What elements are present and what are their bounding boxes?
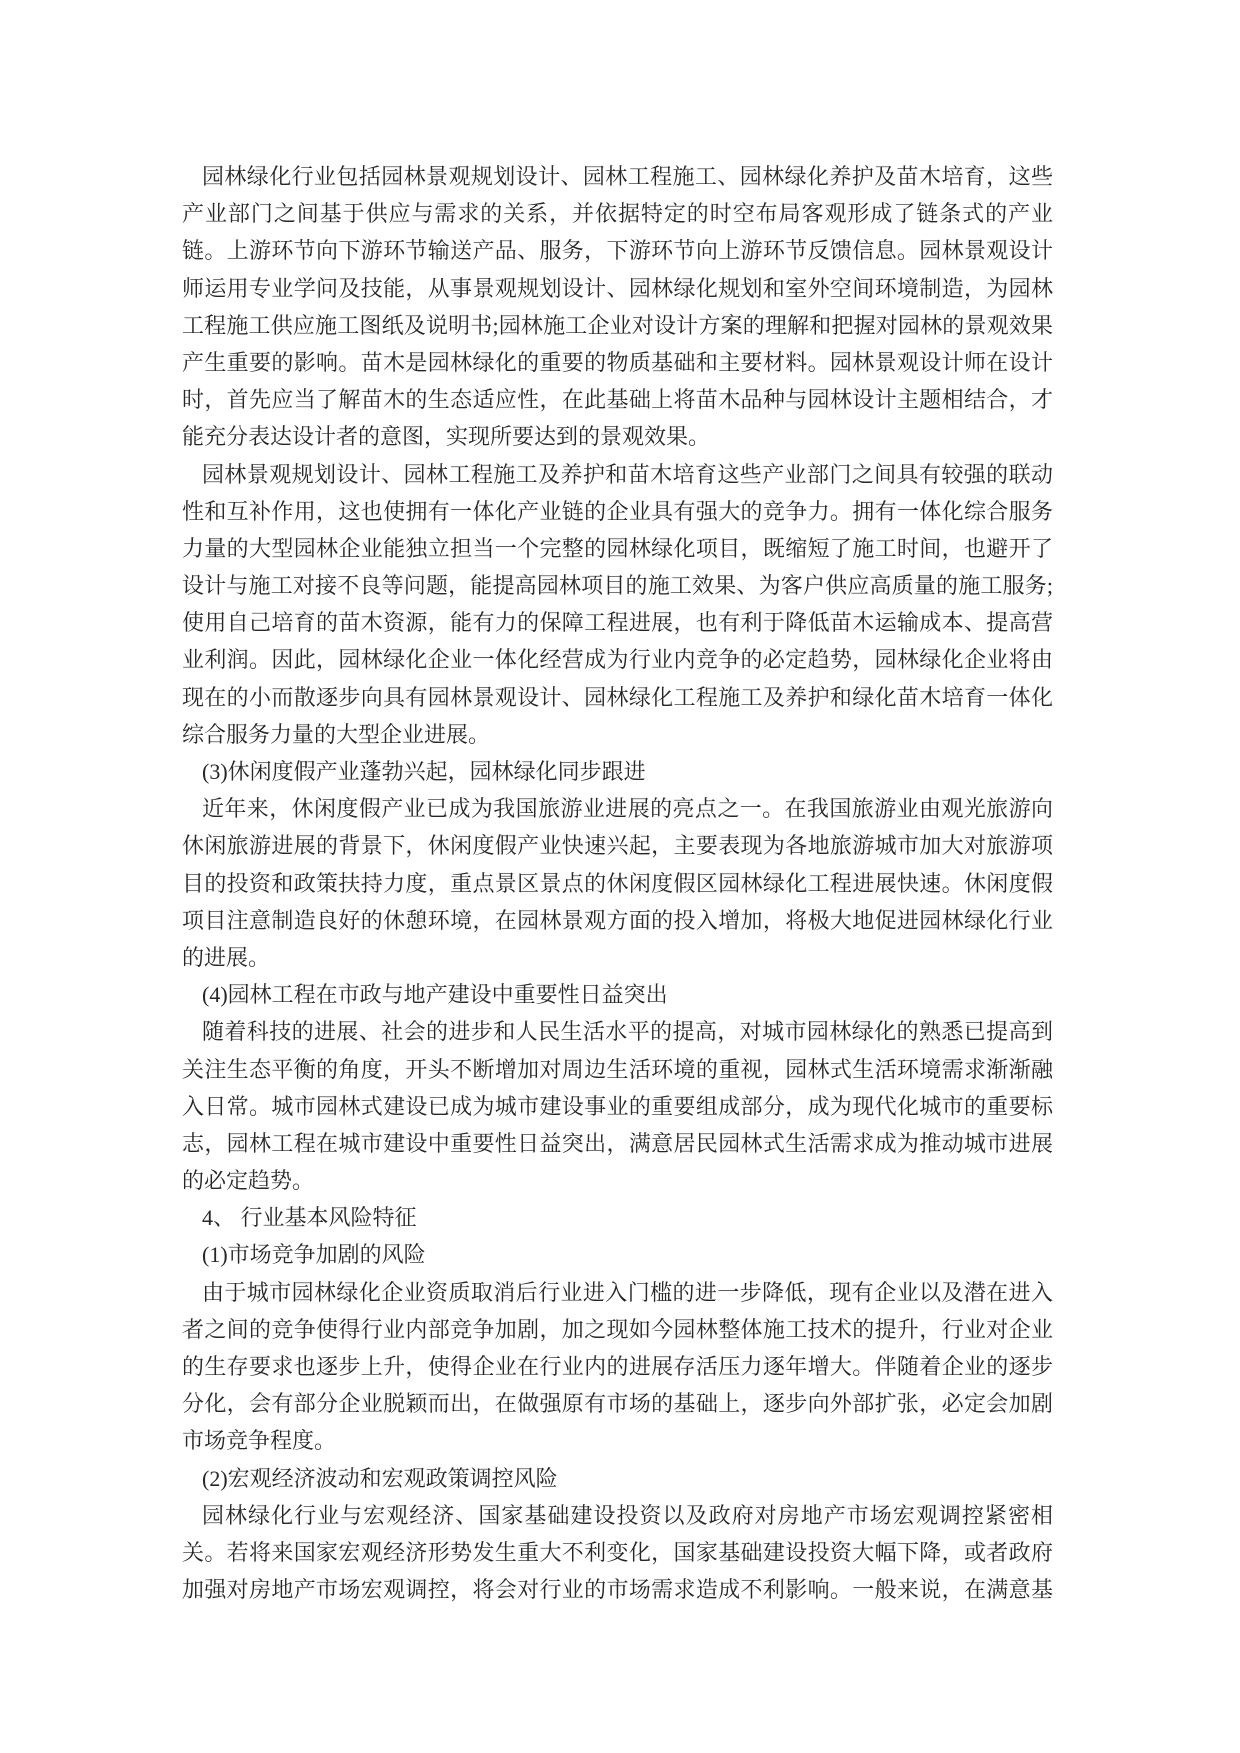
text-line: (3)休闲度假产业蓬勃兴起，园林绿化同步跟进 (202, 759, 646, 784)
text-line: 休闲旅游进展的背景下，休闲度假产业快速兴起，主要表现为各地旅游城市加大对旅游项 (182, 833, 1053, 859)
text-line: 目的投资和政策扶持力度，重点景区景点的休闲度假区园林绿化工程进展快速。休闲度假 (182, 870, 1053, 896)
text-line: 产业部门之间基于供应与需求的关系，并依据特定的时空布局客观形成了链条式的产业 (182, 201, 1053, 227)
text-line: 近年来，休闲度假产业已成为我国旅游业进展的亮点之一。在我国旅游业由观光旅游向 (202, 796, 1053, 822)
text-line: 关。若将来国家宏观经济形势发生重大不利变化，国家基础建设投资大幅下降，或者政府 (182, 1539, 1053, 1565)
text-line: (1)市场竞争加剧的风险 (202, 1242, 426, 1268)
text-line: 4、 行业基本风险特征 (202, 1205, 417, 1231)
text-line: 园林景观规划设计、园林工程施工及养护和苗木培育这些产业部门之间具有较强的联动 (202, 461, 1053, 487)
text-line: 项目注意制造良好的休憩环境，在园林景观方面的投入增加，将极大地促进园林绿化行业 (182, 907, 1053, 933)
text-line: 能充分表达设计者的意图，实现所要达到的景观效果。 (182, 424, 711, 450)
text-line: 使用自己培育的苗木资源，能有力的保障工程进展，也有利于降低苗木运输成本、提高营 (182, 610, 1053, 636)
text-line: 工程施工供应施工图纸及说明书;园林施工企业对设计方案的理解和把握对园林的景观效果 (182, 312, 1053, 338)
text-line: (2)宏观经济波动和宏观政策调控风险 (202, 1465, 558, 1491)
text-line: 者之间的竞争使得行业内部竞争加剧，加之现如今园林整体施工技术的提升，行业对企业 (182, 1316, 1053, 1342)
text-line: 的必定趋势。 (182, 1168, 315, 1194)
text-line: 随着科技的进展、社会的进步和人民生活水平的提高，对城市园林绿化的熟悉已提高到 (202, 1019, 1053, 1045)
text-line: 链。上游环节向下游环节输送产品、服务，下游环节向上游环节反馈信息。园林景观设计 (182, 238, 1053, 264)
text-line: 综合服务力量的大型企业进展。 (182, 721, 491, 747)
document-body (182, 158, 1053, 1608)
text-line: 市场竞争程度。 (182, 1428, 337, 1454)
text-line: 加强对房地产市场宏观调控，将会对行业的市场需求造成不利影响。一般来说，在满意基 (182, 1577, 1053, 1603)
text-line: 由于城市园林绿化企业资质取消后行业进入门槛的进一步降低，现有企业以及潜在进入 (202, 1279, 1053, 1305)
text-line: 产生重要的影响。苗木是园林绿化的重要的物质基础和主要材料。园林景观设计师在设计 (182, 349, 1053, 375)
text-line: 业利润。因此，园林绿化企业一体化经营成为行业内竞争的必定趋势，园林绿化企业将由 (182, 647, 1053, 673)
text-line: 志，园林工程在城市建设中重要性日益突出，满意居民园林式生活需求成为推动城市进展 (182, 1130, 1053, 1156)
text-line: 时，首先应当了解苗木的生态适应性，在此基础上将苗木品种与园林设计主题相结合，才 (182, 387, 1053, 413)
text-line: (4)园林工程在市政与地产建设中重要性日益突出 (202, 982, 668, 1008)
text-line: 分化，会有部分企业脱颖而出，在做强原有市场的基础上，逐步向外部扩张，必定会加剧 (182, 1391, 1053, 1417)
text-line: 关注生态平衡的角度，开头不断增加对周边生活环境的重视，园林式生活环境需求渐渐融 (182, 1056, 1053, 1082)
text-line: 设计与施工对接不良等问题，能提高园林项目的施工效果、为客户供应高质量的施工服务; (182, 573, 1053, 599)
text-line: 力量的大型园林企业能独立担当一个完整的园林绿化项目，既缩短了施工时间，也避开了 (182, 535, 1053, 561)
text-line: 性和互补作用，这也使拥有一体化产业链的企业具有强大的竞争力。拥有一体化综合服务 (182, 498, 1053, 524)
text-line: 的进展。 (182, 944, 271, 970)
text-line: 园林绿化行业包括园林景观规划设计、园林工程施工、园林绿化养护及苗木培育，这些 (202, 164, 1053, 189)
text-line: 现在的小而散逐步向具有园林景观设计、园林绿化工程施工及养护和绿化苗木培育一体化 (182, 684, 1053, 710)
text-line: 师运用专业学问及技能，从事景观规划设计、园林绿化规划和室外空间环境制造，为园林 (182, 275, 1053, 301)
text-line: 入日常。城市园林式建设已成为城市建设事业的重要组成部分，成为现代化城市的重要标 (182, 1093, 1053, 1119)
text-line: 的生存要求也逐步上升，使得企业在行业内的进展存活压力逐年增大。伴随着企业的逐步 (182, 1354, 1053, 1379)
text-line: 园林绿化行业与宏观经济、国家基础建设投资以及政府对房地产市场宏观调控紧密相 (202, 1502, 1053, 1528)
